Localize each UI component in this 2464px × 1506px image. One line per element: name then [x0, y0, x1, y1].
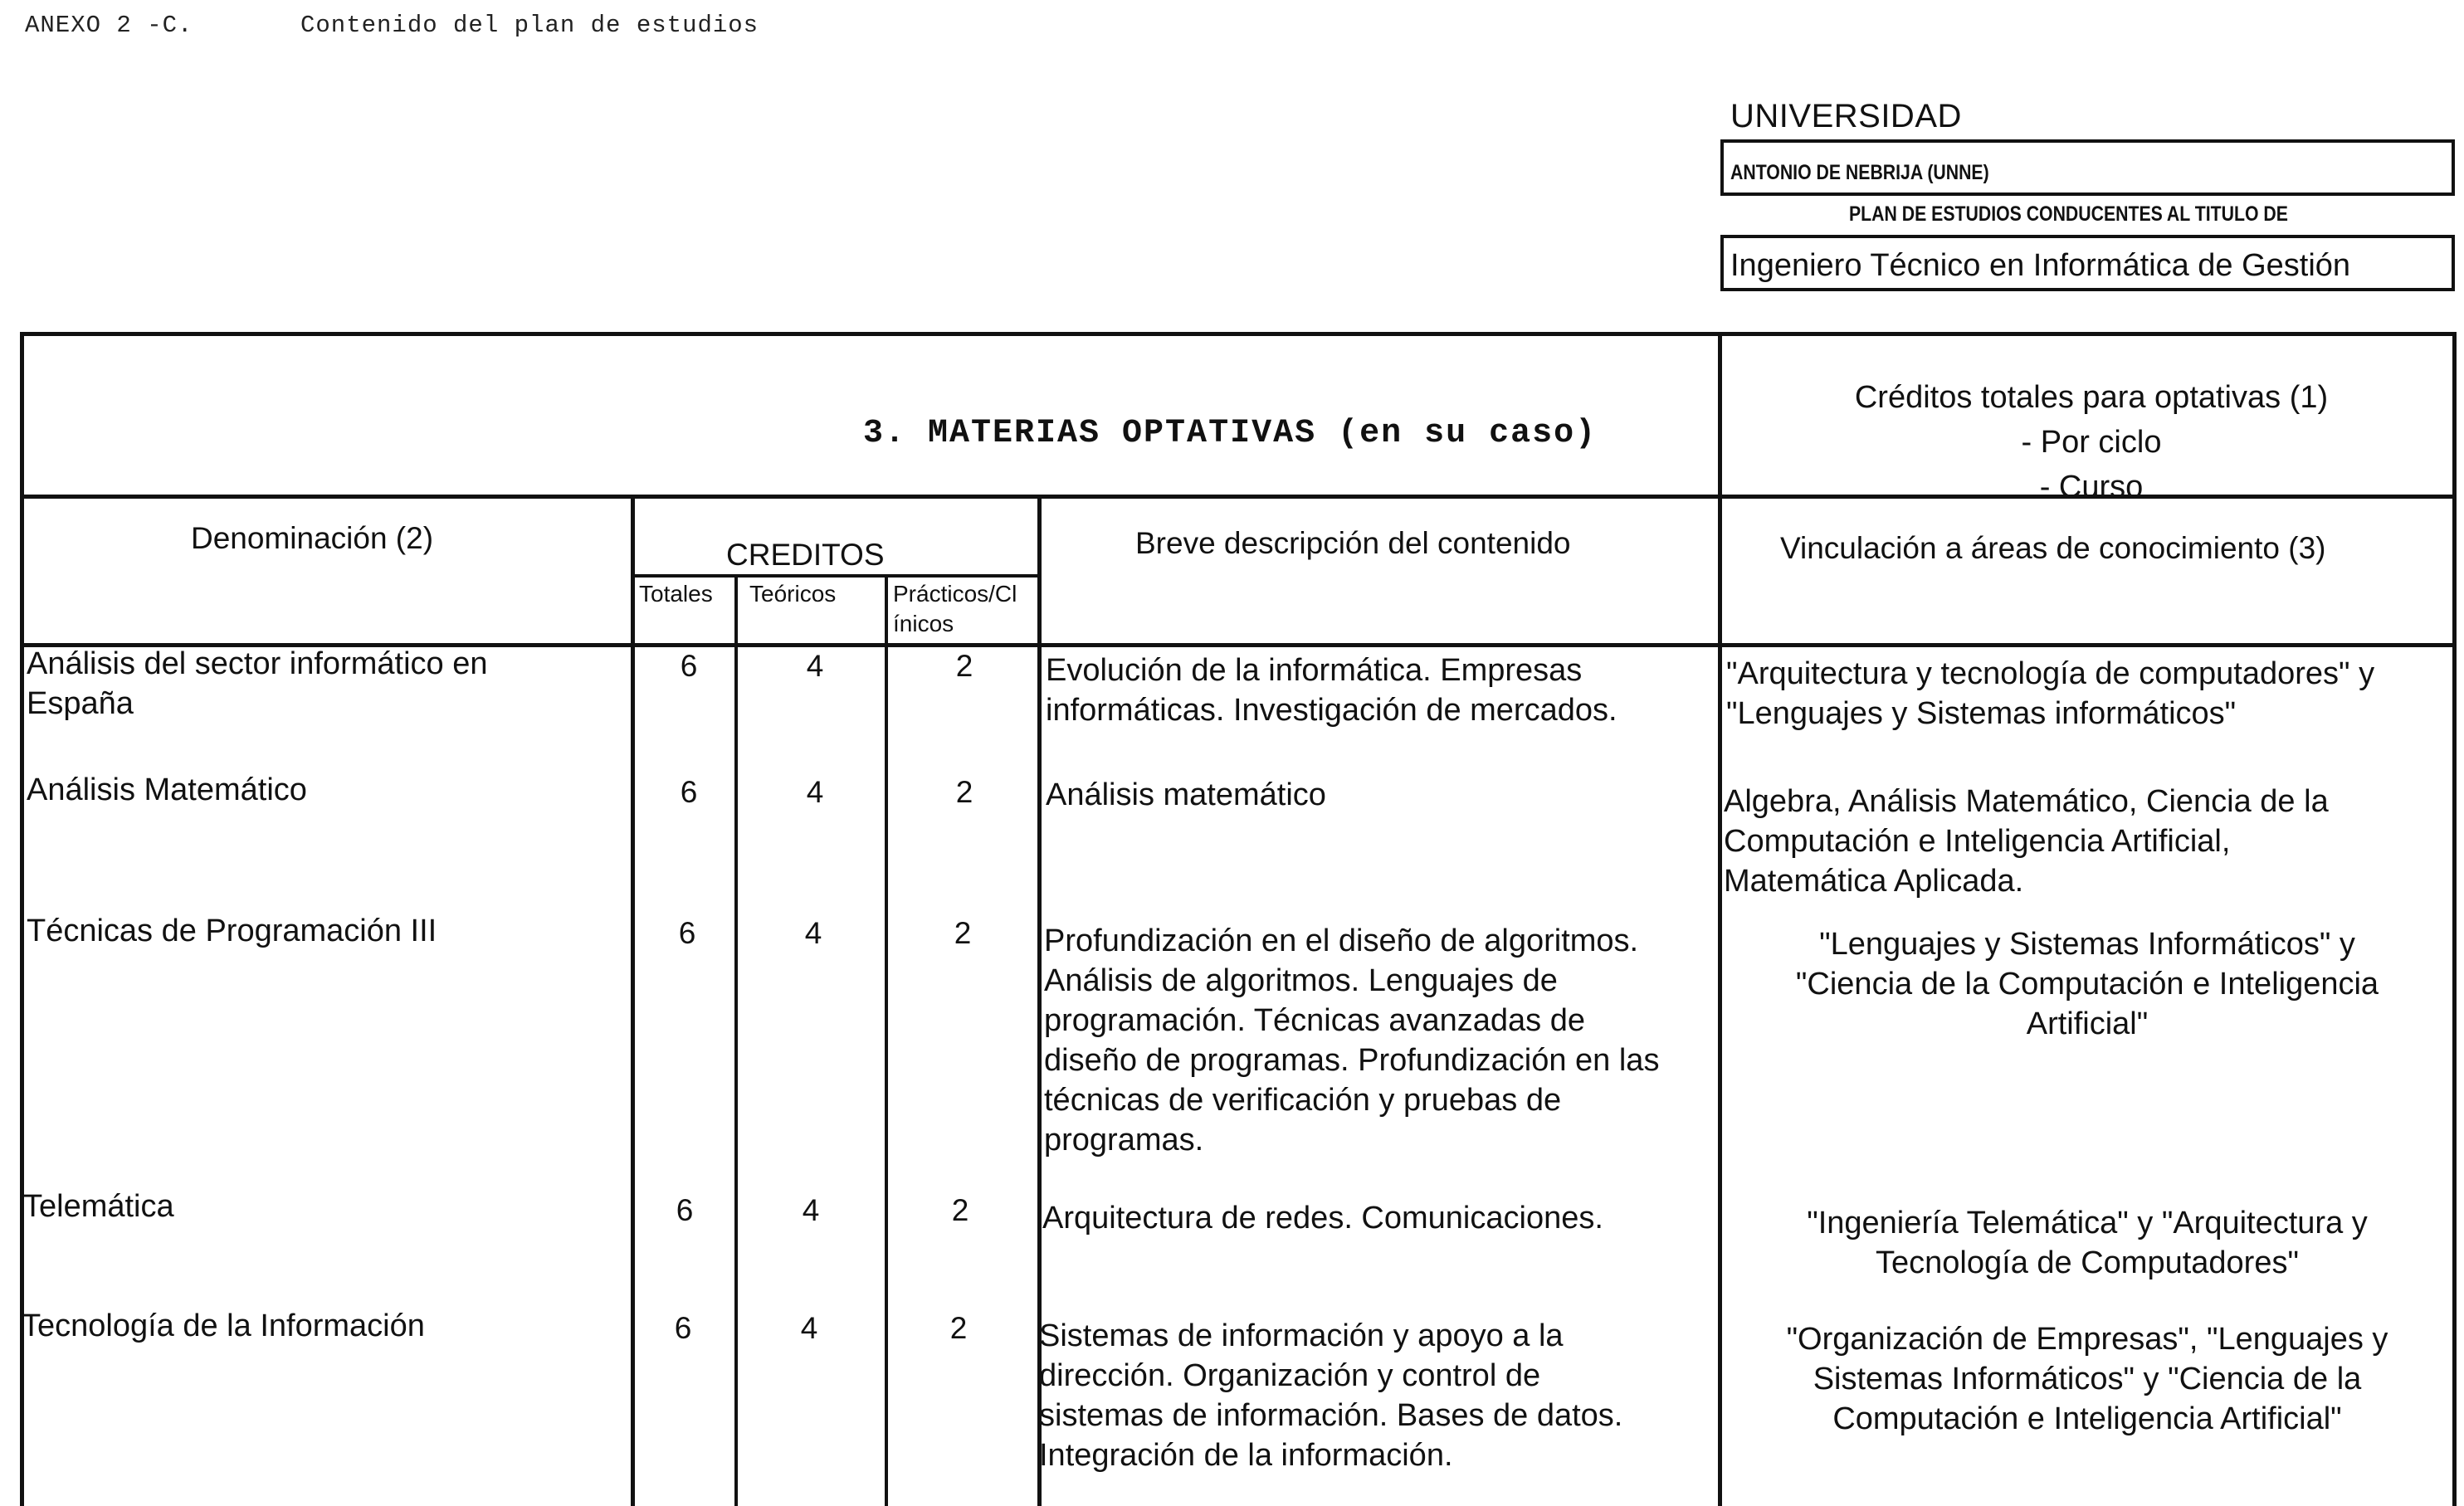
col-divider-teoricos — [885, 574, 888, 1506]
row2-name — [27, 770, 307, 810]
col-header-practicos — [893, 579, 1017, 639]
row5-desc-line3: sistemas de información. Bases de datos. — [1039, 1398, 1623, 1433]
row3-areas-line1: "Lenguajes y Sistemas Informáticos" y — [1819, 927, 2355, 962]
row5-areas-line3: Computación e Inteligencia Artificial" — [1832, 1401, 2342, 1436]
row1-areas-line2: "Lenguajes y Sistemas informáticos" — [1726, 696, 2237, 731]
row3-desc-line2: Análisis de algoritmos. Lenguajes de — [1044, 963, 1558, 998]
row5-desc-line2: dirección. Organización y control de — [1039, 1358, 1541, 1393]
row5-areas — [1726, 1319, 2448, 1439]
university-name-box — [1720, 139, 2455, 196]
row3-desc-line1: Profundización en el diseño de algoritmos. — [1044, 924, 1639, 958]
row4-practicos: 2 — [951, 1193, 969, 1227]
row1-practicos: 2 — [955, 649, 973, 683]
row2-desc — [1046, 775, 1326, 815]
university-name: ANTONIO DE NEBRIJA (UNNE) — [1730, 161, 1989, 184]
row4-areas-line1: "Ingeniería Telemática" y "Arquitectura y — [1807, 1206, 2368, 1240]
col-header-vinculacion: Vinculación a áreas de conocimiento (3) — [1780, 531, 2326, 565]
row4-desc-line1: Arquitectura de redes. Comunicaciones. — [1042, 1201, 1603, 1236]
row1-teoricos: 4 — [806, 649, 824, 683]
row5-name-line1: Tecnología de la Información — [22, 1309, 425, 1343]
row4-areas — [1726, 1203, 2448, 1283]
row4-desc — [1042, 1198, 1603, 1238]
row2-areas-line1: Algebra, Análisis Matemático, Ciencia de la — [1724, 784, 2329, 819]
col-header-practicos-line1: Prácticos/Cl — [893, 581, 1017, 607]
credits-total-line3: - Curso — [2039, 470, 2144, 504]
row2-name-line1: Análisis Matemático — [27, 772, 307, 807]
degree-title: Ingeniero Técnico en Informática de Gestión — [1730, 248, 2351, 283]
row3-teoricos: 4 — [804, 916, 822, 950]
section-title: 3. MATERIAS OPTATIVAS (en su caso) — [863, 415, 1598, 452]
row4-teoricos: 4 — [802, 1193, 820, 1227]
row5-desc-line4: Integración de la información. — [1039, 1438, 1453, 1473]
row2-totales: 6 — [680, 775, 698, 809]
table-border-top — [20, 332, 2457, 336]
creditos-divider — [631, 574, 1041, 578]
row3-name — [27, 911, 437, 951]
row2-practicos: 2 — [955, 775, 973, 809]
row5-teoricos: 4 — [800, 1311, 818, 1345]
annex-title: Contenido del plan de estudios — [300, 12, 759, 39]
row4-name — [23, 1187, 174, 1226]
row3-desc-line6: programas. — [1044, 1123, 1204, 1158]
row3-areas-line3: Artificial" — [2026, 1006, 2149, 1041]
row1-desc — [1046, 651, 1617, 730]
row2-areas-line2: Computación e Inteligencia Artificial, — [1724, 824, 2231, 859]
row3-areas — [1726, 924, 2448, 1044]
row5-desc-line1: Sistemas de información y apoyo a la — [1039, 1318, 1564, 1353]
row3-desc-line3: programación. Técnicas avanzadas de — [1044, 1003, 1586, 1038]
row5-areas-line2: Sistemas Informáticos" y "Ciencia de la — [1813, 1362, 2362, 1396]
col-header-teoricos: Teóricos — [749, 581, 837, 607]
row1-name-line2: España — [27, 686, 134, 721]
col-divider-name — [631, 496, 635, 1506]
university-label: UNIVERSIDAD — [1730, 98, 1962, 134]
row4-totales: 6 — [676, 1193, 694, 1227]
annex-label: ANEXO 2 -C. — [25, 12, 193, 39]
row3-desc-line4: diseño de programas. Profundización en las — [1044, 1043, 1660, 1078]
row5-desc — [1039, 1316, 1622, 1475]
row4-areas-line2: Tecnología de Computadores" — [1876, 1245, 2299, 1280]
col-header-creditos: CREDITOS — [726, 538, 885, 572]
row1-desc-line2: informáticas. Investigación de mercados. — [1046, 693, 1617, 728]
row2-areas-line3: Matemática Aplicada. — [1724, 864, 2024, 899]
row3-practicos: 2 — [954, 916, 972, 950]
col-divider-totales — [734, 574, 738, 1506]
row5-totales: 6 — [674, 1311, 692, 1345]
row1-desc-line1: Evolución de la informática. Empresas — [1046, 653, 1583, 688]
row3-name-line1: Técnicas de Programación III — [27, 914, 437, 948]
row1-areas — [1726, 654, 2374, 734]
row1-name — [27, 644, 487, 724]
row2-desc-line1: Análisis matemático — [1046, 777, 1326, 812]
col-header-descripcion: Breve descripción del contenido — [1135, 526, 1571, 560]
row1-areas-line1: "Arquitectura y tecnología de computadores" y — [1726, 656, 2375, 691]
row3-desc — [1044, 921, 1659, 1160]
credits-total-title — [1722, 375, 2461, 509]
degree-title-box — [1720, 235, 2455, 291]
row3-totales: 6 — [678, 916, 696, 950]
row2-teoricos: 4 — [806, 775, 824, 809]
row4-name-line1: Telemática — [23, 1189, 174, 1224]
row5-areas-line1: "Organización de Empresas", "Lenguajes y — [1786, 1322, 2388, 1357]
credits-total-line2: - Por ciclo — [2021, 425, 2162, 460]
col-header-practicos-line2: ínicos — [893, 611, 954, 636]
col-header-denominacion: Denominación (2) — [191, 521, 434, 555]
credits-total-line1: Créditos totales para optativas (1) — [1854, 380, 2329, 415]
col-header-totales: Totales — [639, 581, 713, 607]
row5-practicos: 2 — [949, 1311, 968, 1345]
row1-totales: 6 — [680, 649, 698, 683]
row3-desc-line5: técnicas de verificación y pruebas de — [1044, 1083, 1562, 1118]
row3-areas-line2: "Ciencia de la Computación e Inteligencia — [1795, 967, 2379, 1002]
row2-areas — [1724, 782, 2329, 901]
plan-caption: PLAN DE ESTUDIOS CONDUCENTES AL TITULO DE — [1849, 202, 2288, 226]
row1-name-line1: Análisis del sector informático en — [27, 646, 488, 681]
row5-name — [22, 1306, 425, 1346]
